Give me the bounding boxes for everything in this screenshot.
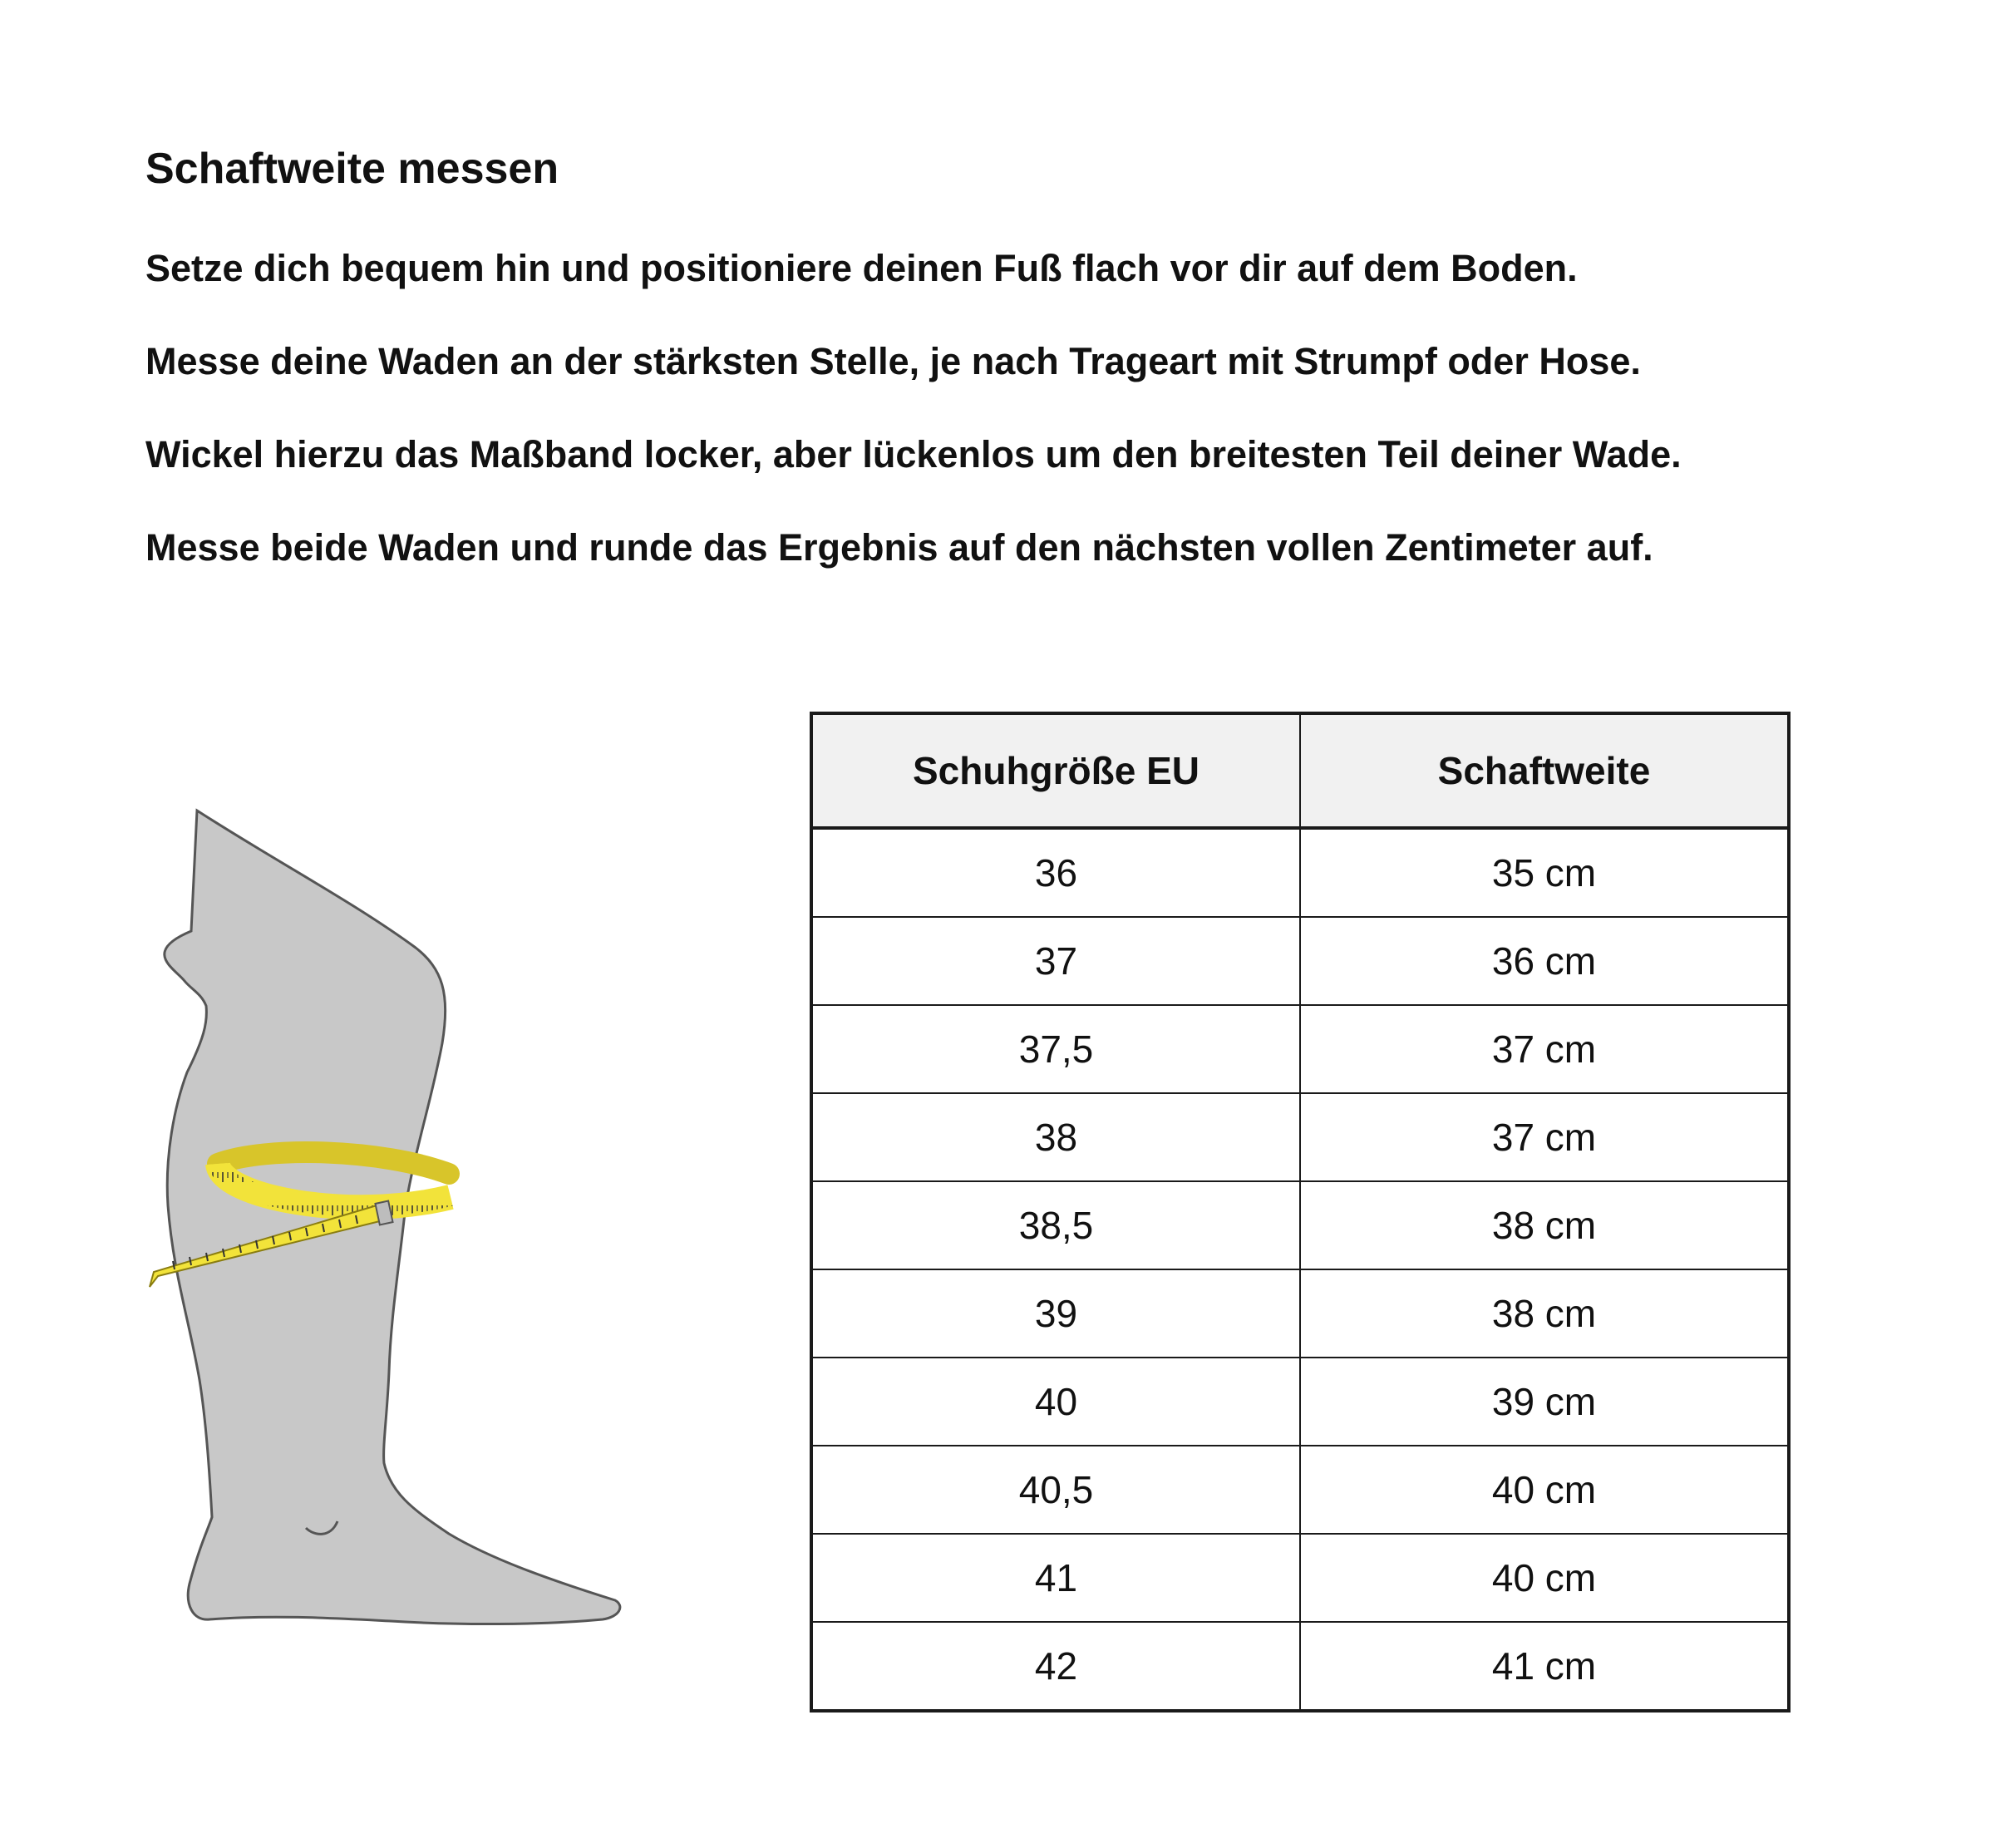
shoe-size-cell: 36 [811, 828, 1300, 917]
table-row [811, 1446, 1789, 1534]
shoe-size-cell: 39 [811, 1269, 1300, 1358]
table-row [811, 1005, 1789, 1093]
table-row [811, 1269, 1789, 1358]
shaft-width-cell: 40 cm [1300, 1446, 1789, 1534]
shoe-size-cell: 38,5 [811, 1181, 1300, 1269]
shoe-size-cell: 42 [811, 1622, 1300, 1711]
table-row [811, 1093, 1789, 1181]
shaft-width-cell: 38 cm [1300, 1269, 1789, 1358]
shoe-size-cell: 37,5 [811, 1005, 1300, 1093]
leg-measuring-tape-icon [141, 806, 632, 1663]
instruction-text: Messe beide Waden und runde das Ergebnis auf den nächsten vollen Zentimeter auf. [145, 526, 1653, 569]
shoe-size-cell: 38 [811, 1093, 1300, 1181]
shoe-size-cell: 40 [811, 1358, 1300, 1446]
table-row [811, 1622, 1789, 1711]
instruction-text: Messe deine Waden an der stärksten Stelle, je nach Trageart mit Strumpf oder Hose. [145, 340, 1641, 382]
shaft-width-cell: 41 cm [1300, 1622, 1789, 1711]
shoe-size-cell: 37 [811, 917, 1300, 1005]
table-row [811, 1181, 1789, 1269]
page-title: Schaftweite messen [145, 145, 559, 193]
table-row [811, 1534, 1789, 1622]
table-row [811, 828, 1789, 917]
shaft-width-cell: 37 cm [1300, 1005, 1789, 1093]
instruction-text: Setze dich bequem hin und positioniere deinen Fuß flach vor dir auf dem Boden. [145, 247, 1578, 289]
size-table [810, 712, 1791, 1712]
shoe-size-cell: 40,5 [811, 1446, 1300, 1534]
shoe-size-cell: 41 [811, 1534, 1300, 1622]
shaft-width-cell: 36 cm [1300, 917, 1789, 1005]
shaft-width-cell: 38 cm [1300, 1181, 1789, 1269]
column-header-shaft-width: Schaftweite [1300, 713, 1789, 828]
table-header-row [811, 713, 1789, 828]
instruction-text: Wickel hierzu das Maßband locker, aber lückenlos um den breitesten Teil deiner Wade. [145, 433, 1682, 476]
shaft-width-cell: 40 cm [1300, 1534, 1789, 1622]
column-header-shoe-size: Schuhgröße EU [811, 713, 1300, 828]
shaft-width-cell: 35 cm [1300, 828, 1789, 917]
table-row [811, 917, 1789, 1005]
table-row [811, 1358, 1789, 1446]
shaft-width-cell: 39 cm [1300, 1358, 1789, 1446]
shaft-width-cell: 37 cm [1300, 1093, 1789, 1181]
